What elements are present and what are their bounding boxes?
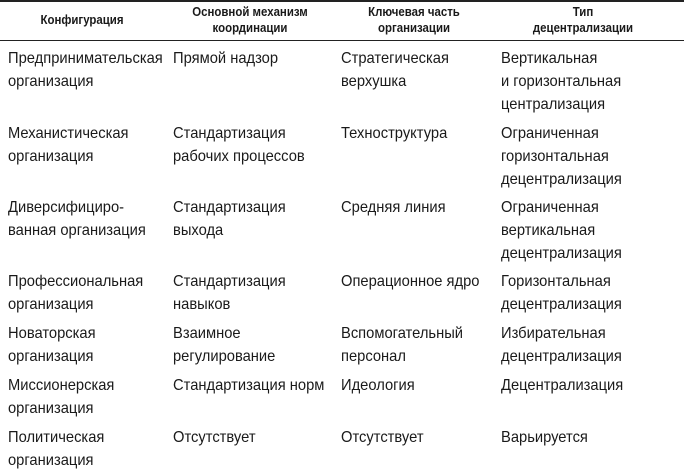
- cell-configuration: Профессиональная организация: [8, 273, 144, 313]
- cell-mechanism: Отсутствует: [173, 429, 256, 446]
- cell-mechanism: Стандартизация норм: [173, 377, 325, 394]
- cell-decentralization: Вертикальная и горизонтальная централизация: [501, 50, 622, 113]
- cell-decentralization: Варьируется: [501, 429, 588, 446]
- header-coordination-mechanism: Основной механизм координации: [192, 4, 308, 35]
- cell-configuration: Политическая организация: [8, 429, 105, 469]
- cell-decentralization: Горизонтальная децентрализация: [501, 273, 622, 313]
- cell-mechanism: Стандартизация выхода: [173, 199, 286, 239]
- cell-configuration: Диверсифициро- ванная организация: [8, 199, 146, 239]
- cell-key-part: Операционное ядро: [341, 273, 480, 290]
- cell-decentralization: Ограниченная горизонтальная децентрализация: [501, 125, 622, 188]
- cell-configuration: Предпринимательская организация: [8, 50, 163, 90]
- cell-decentralization: Ограниченная вертикальная децентрализация: [501, 199, 622, 262]
- cell-key-part: Отсутствует: [341, 429, 424, 446]
- cell-key-part: Вспомогательный персонал: [341, 325, 464, 365]
- header-configuration: Конфигурация: [40, 12, 124, 27]
- cell-mechanism: Стандартизация рабочих процессов: [173, 125, 305, 165]
- cell-key-part: Средняя линия: [341, 199, 446, 216]
- header-key-part: Ключевая часть организации: [368, 4, 460, 35]
- cell-mechanism: Взаимное регулирование: [173, 325, 276, 365]
- cell-key-part: Стратегическая верхушка: [341, 50, 449, 90]
- cell-decentralization: Избирательная децентрализация: [501, 325, 622, 365]
- cell-configuration: Механистическая организация: [8, 125, 129, 165]
- cell-key-part: Идеология: [341, 377, 415, 394]
- cell-mechanism: Стандартизация навыков: [173, 273, 286, 313]
- cell-mechanism: Прямой надзор: [173, 50, 279, 67]
- cell-decentralization: Децентрализация: [501, 377, 624, 394]
- cell-configuration: Новаторская организация: [8, 325, 96, 365]
- cell-key-part: Техноструктура: [341, 125, 448, 142]
- header-bottom-rule: [0, 40, 684, 41]
- header-decentralization-type: Тип децентрализации: [532, 4, 634, 35]
- table-top-rule: [0, 0, 684, 2]
- cell-configuration: Миссионерская организация: [8, 377, 115, 417]
